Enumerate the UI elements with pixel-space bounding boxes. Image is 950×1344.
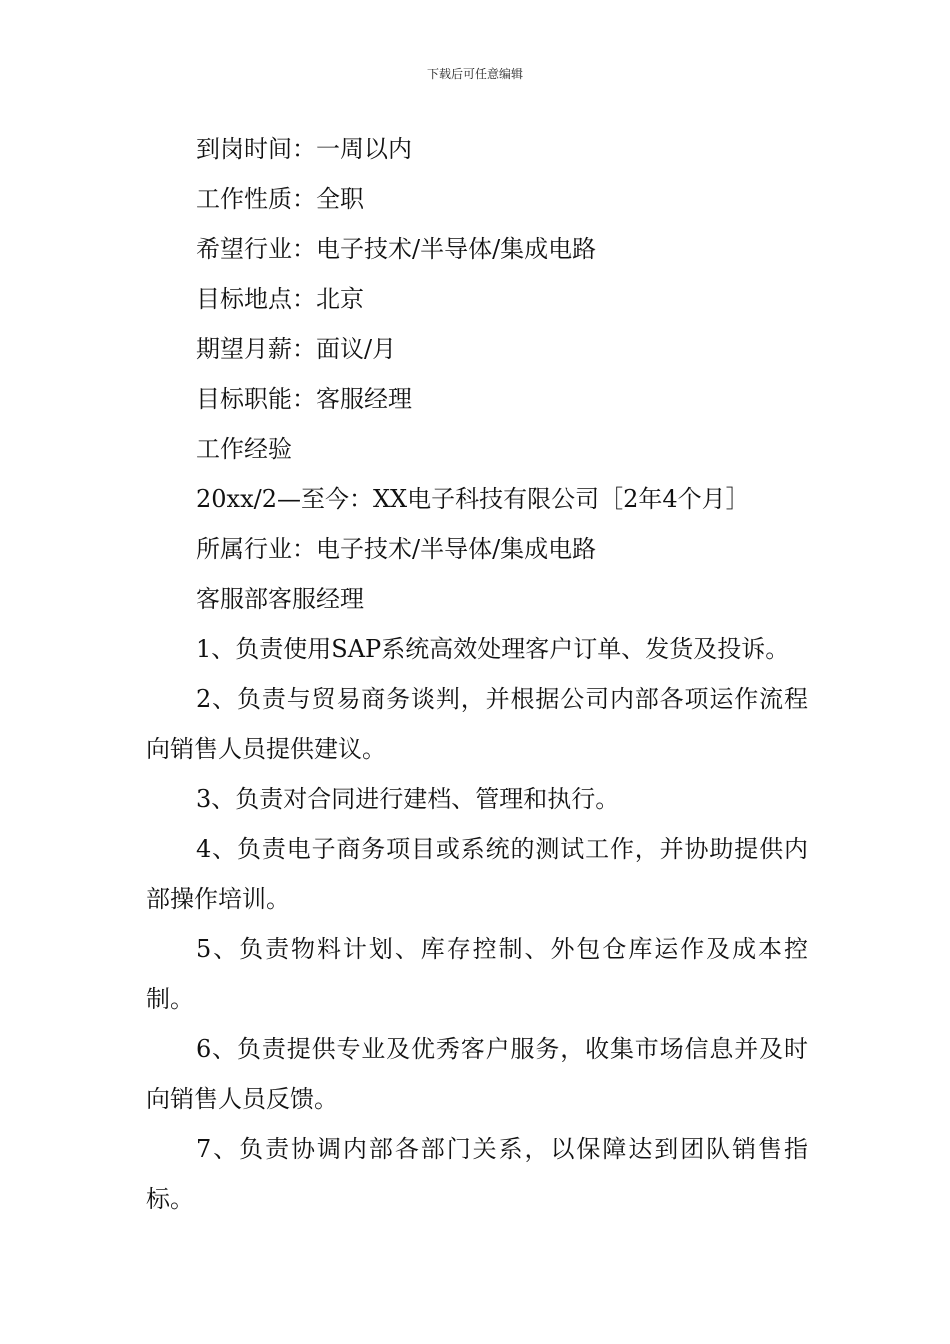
- resume-content: [146, 124, 808, 1224]
- duty-item-1: 1、负责使用SAP系统高效处理客户订单、发货及投诉。: [196, 635, 790, 663]
- field-value: 客服经理: [316, 385, 412, 413]
- field-value: 电子技术/半导体/集成电路: [316, 235, 597, 263]
- field-job-type: [146, 174, 808, 224]
- section-heading-experience: 工作经验: [196, 435, 292, 463]
- duty-item-7: 7、负责协调内部各部门关系，以保障达到团队销售指标。: [146, 1135, 808, 1213]
- field-value: 面议/月: [316, 335, 397, 363]
- field-target-location: [146, 274, 808, 324]
- field-label: 工作性质：: [196, 185, 316, 213]
- field-desired-industry: [146, 224, 808, 274]
- duty-item-6: 6、负责提供专业及优秀客户服务，收集市场信息并及时向销售人员反馈。: [146, 1035, 808, 1113]
- experience-period: 20xx/2—至今：XX电子科技有限公司［2年4个月］: [196, 485, 750, 513]
- duty-item-5: 5、负责物料计划、库存控制、外包仓库运作及成本控制。: [146, 935, 808, 1013]
- field-label: 希望行业：: [196, 235, 316, 263]
- experience-industry: 所属行业：电子技术/半导体/集成电路: [196, 535, 597, 563]
- field-label: 目标职能：: [196, 385, 316, 413]
- field-label: 到岗时间：: [196, 135, 316, 163]
- field-value: 北京: [316, 285, 364, 313]
- duty-item-2: 2、负责与贸易商务谈判，并根据公司内部各项运作流程向销售人员提供建议。: [146, 685, 808, 763]
- experience-position: 客服部客服经理: [196, 585, 364, 613]
- field-value: 全职: [316, 185, 364, 213]
- field-expected-salary: [146, 324, 808, 374]
- field-arrival-time: [146, 124, 808, 174]
- field-label: 目标地点：: [196, 285, 316, 313]
- field-label: 期望月薪：: [196, 335, 316, 363]
- page-header-note: 下载后可任意编辑: [426, 67, 523, 81]
- field-target-function: [146, 374, 808, 424]
- field-value: 一周以内: [316, 135, 412, 163]
- duty-item-4: 4、负责电子商务项目或系统的测试工作，并协助提供内部操作培训。: [146, 835, 808, 913]
- duty-item-3: 3、负责对合同进行建档、管理和执行。: [196, 785, 620, 813]
